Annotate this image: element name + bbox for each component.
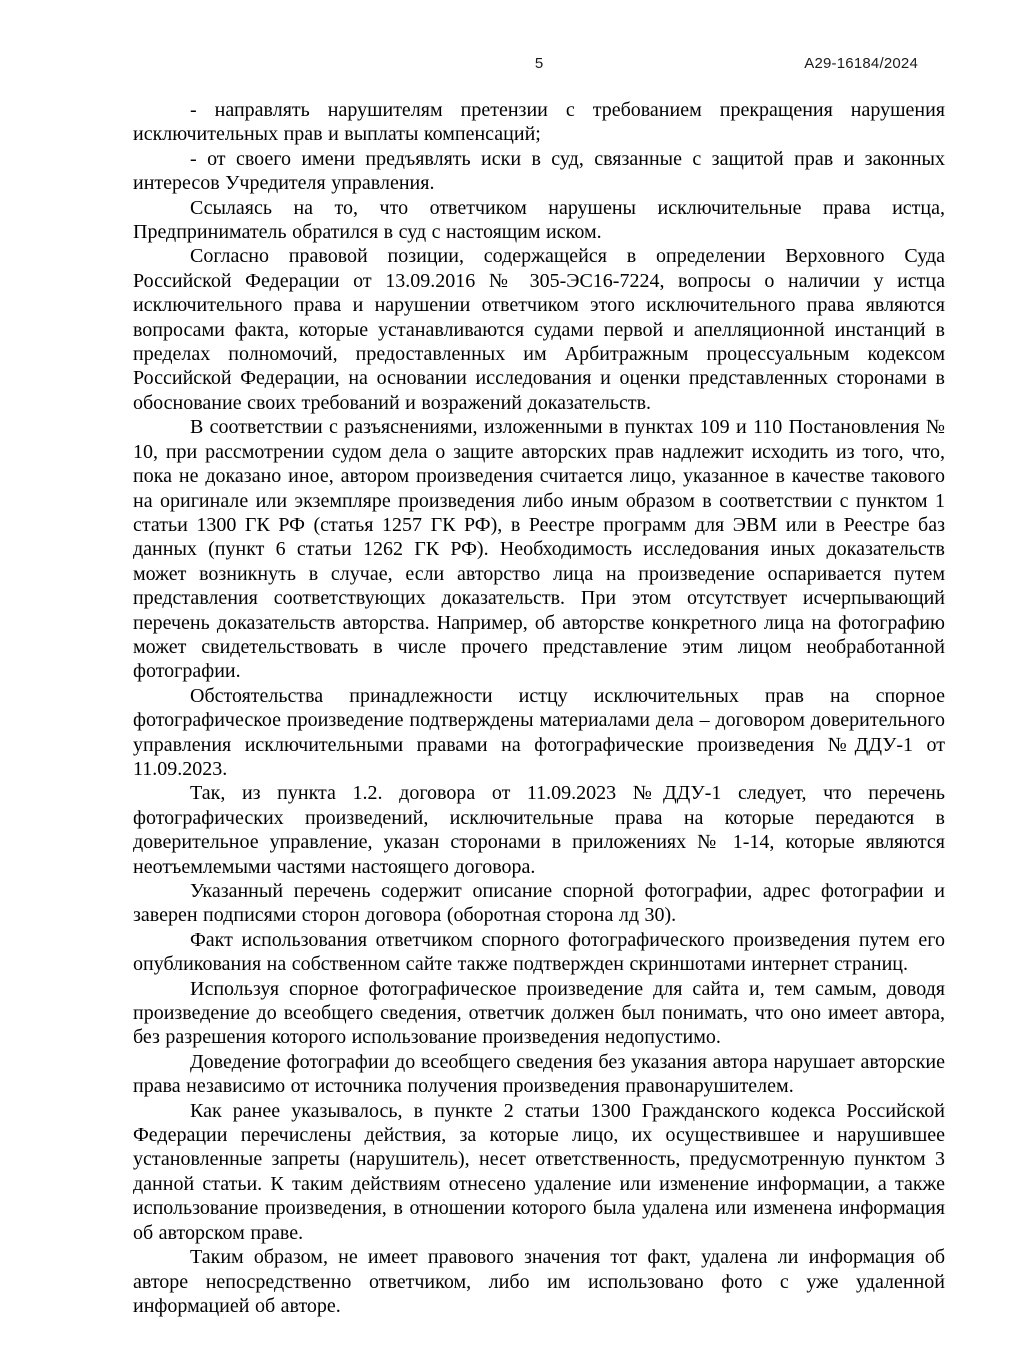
paragraph: Так, из пункта 1.2. договора от 11.09.2023 №ДДУ-1 следует, что перечень фотографических произведений, исключительные права на которые передаются в доверительное управление, указан сторонами в приложениях № 1-14, которые являются неотъемлемыми частями настоящего договора. xyxy=(133,782,945,878)
paragraph: Согласно правовой позиции, содержащейся в определении Верховного Суда Российской Федерации от 13.09.2016 № 305-ЭС16-7224, вопросы о наличии у истца исключительного права и нарушении ответчиком этого исключительного права являются вопросами факта, которые устанавливаются судами первой и апелляционной инстанций в пределах полномочий, предоставленных им Арбитражным процессуальным кодексом Российской Федерации, на основании исследования и оценки представленных сторонами в обоснование своих требований и возражений доказательств. xyxy=(133,245,945,414)
paragraph: - от своего имени предъявлять иски в суд, связанные с защитой прав и законных интересов Учредителя управления. xyxy=(133,147,945,195)
paragraph: Факт использования ответчиком спорного фотографического произведения путем его опубликования на собственном сайте также подтвержден скриншотами интернет страниц. xyxy=(133,928,945,976)
paragraph: Обстоятельства принадлежности истцу исключительных прав на спорное фотографическое произведение подтверждены материалами дела – договором доверительного управления исключительными правами на фотографические произведения №ДДУ-1 от 11.09.2023. xyxy=(133,684,945,780)
document-body xyxy=(133,98,945,1318)
paragraph: Как ранее указывалось, в пункте 2 статьи 1300 Гражданского кодекса Российской Федерации перечислены действия, за которые лицо, их осуществившее и нарушившее установленные запреты (нарушитель), несет ответственность, предусмотренную пунктом 3 данной статьи. К таким действиям отнесено удаление или изменение информации, а также использование произведения, в отношении которого была удалена или изменена информация об авторском праве. xyxy=(133,1099,945,1244)
paragraph: В соответствии с разъяснениями, изложенными в пунктах 109 и 110 Постановления № 10, при рассмотрении судом дела о защите авторских прав надлежит исходить из того, что, пока не доказано иное, автором произведения считается лицо, указанное в качестве такового на оригинале или экземпляре произведения либо иным образом в соответствии с пунктом 1 статьи 1300 ГК РФ (статья 1257 ГК РФ), в Реестре программ для ЭВМ или в Реестре баз данных (пункт 6 статьи 1262 ГК РФ). Необходимость исследования иных доказательств может возникнуть в случае, если авторство лица на произведение оспаривается путем представления соответствующих доказательств. При этом отсутствует исчерпывающий перечень доказательств авторства. Например, об авторстве конкретного лица на фотографию может свидетельствовать в числе прочего представление этим лицом необработанной фотографии. xyxy=(133,416,945,683)
paragraph: Таким образом, не имеет правового значения тот факт, удалена ли информация об авторе непосредственно ответчиком, либо им использовано фото с уже удаленной информацией об авторе. xyxy=(133,1246,945,1317)
case-number: А29-16184/2024 xyxy=(804,55,918,72)
paragraph: Доведение фотографии до всеобщего сведения без указания автора нарушает авторские права независимо от источника получения произведения правонарушителем. xyxy=(133,1050,945,1098)
page-number: 5 xyxy=(534,55,544,72)
paragraph: - направлять нарушителям претензии с требованием прекращения нарушения исключительных прав и выплаты компенсаций; xyxy=(133,99,945,146)
paragraph: Используя спорное фотографическое произведение для сайта и, тем самым, доводя произведение до всеобщего сведения, ответчик должен был понимать, что оно имеет автора, без разрешения которого использование произведения недопустимо. xyxy=(133,977,945,1049)
paragraph: Указанный перечень содержит описание спорной фотографии, адрес фотографии и заверен подписями сторон договора (оборотная сторона лд 30). xyxy=(133,880,945,927)
paragraph: Ссылаясь на то, что ответчиком нарушены исключительные права истца, Предприниматель обратился в суд с настоящим иском. xyxy=(133,196,945,244)
page-header xyxy=(133,54,945,76)
